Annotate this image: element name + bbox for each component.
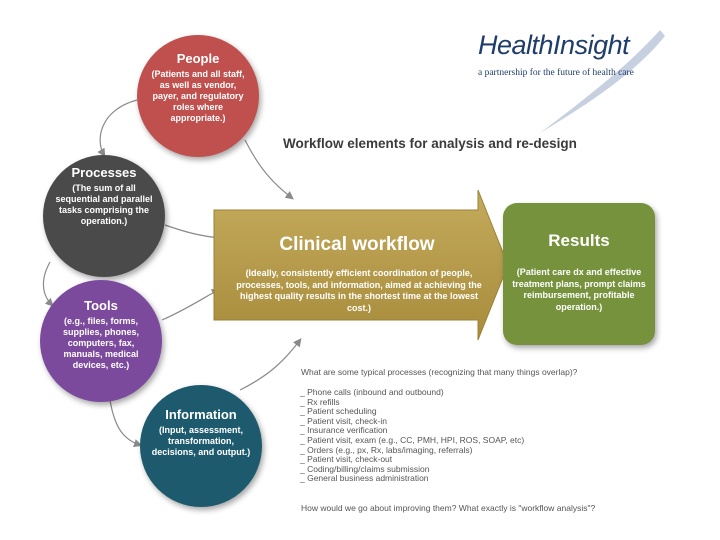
people-desc: (Patients and all staff, as well as vendor, payer, and regulatory roles where appropriate.) xyxy=(151,69,245,123)
list-item: _ Rx refills xyxy=(300,398,524,408)
information-desc: (Input, assessment, transformation, decisions, and output.) xyxy=(151,425,251,457)
results-title: Results xyxy=(548,231,610,250)
information-title: Information xyxy=(165,407,237,422)
clinical-workflow-title: Clinical workflow xyxy=(279,234,435,255)
tools-desc: (e.g., files, forms, supplies, phones, computers, fax, manuals, medical devices, etc.) xyxy=(62,316,139,370)
list-item: _ Patient visit, check-in xyxy=(300,417,524,427)
page-title: Workflow elements for analysis and re-design xyxy=(283,136,577,151)
processes-title: Processes xyxy=(71,165,137,180)
results-box xyxy=(503,203,655,345)
logo-name: HealthInsight xyxy=(478,30,630,60)
process-list xyxy=(300,388,524,484)
people-title: People xyxy=(176,51,220,66)
list-item: _ Insurance verification xyxy=(300,426,524,436)
people-circle xyxy=(137,35,259,157)
list-item: _ Patient scheduling xyxy=(300,407,524,417)
clinical-workflow-desc: (Ideally, consistently efficient coordination of people, processes, tools, and information, aimed at achieving the highest quality results in the shortest time at the lowest cost.) xyxy=(236,268,482,313)
logo-tagline: a partnership for the future of health care xyxy=(478,68,634,78)
processes-desc: (The sum of all sequential and parallel tasks comprising the operation.) xyxy=(55,183,153,226)
list-item: _ Phone calls (inbound and outbound) xyxy=(300,388,524,398)
processes-circle xyxy=(43,155,165,277)
list-item: _ Coding/billing/claims submission xyxy=(300,465,524,475)
list-item: _ Orders (e.g., px, Rx, labs/imaging, referrals) xyxy=(300,446,524,456)
processes-question: What are some typical processes (recognizing that many things overlap)? xyxy=(301,367,578,377)
tools-title: Tools xyxy=(84,298,118,313)
results-desc: (Patient care dx and effective treatment plans, prompt claims reimbursement, profitable operation.) xyxy=(512,267,646,312)
arrow-people-to-processes xyxy=(100,100,137,155)
list-item: _ Patient visit, check-out xyxy=(300,455,524,465)
list-item: _ Patient visit, exam (e.g., CC, PMH, HPI, ROS, SOAP, etc) xyxy=(300,436,524,446)
information-circle xyxy=(140,385,262,507)
arrow-tools-to-information xyxy=(110,400,140,445)
closing-question: How would we go about improving them? What exactly is "workflow analysis"? xyxy=(301,503,596,513)
tools-circle xyxy=(40,280,162,402)
list-item: _ General business administration xyxy=(300,474,524,484)
